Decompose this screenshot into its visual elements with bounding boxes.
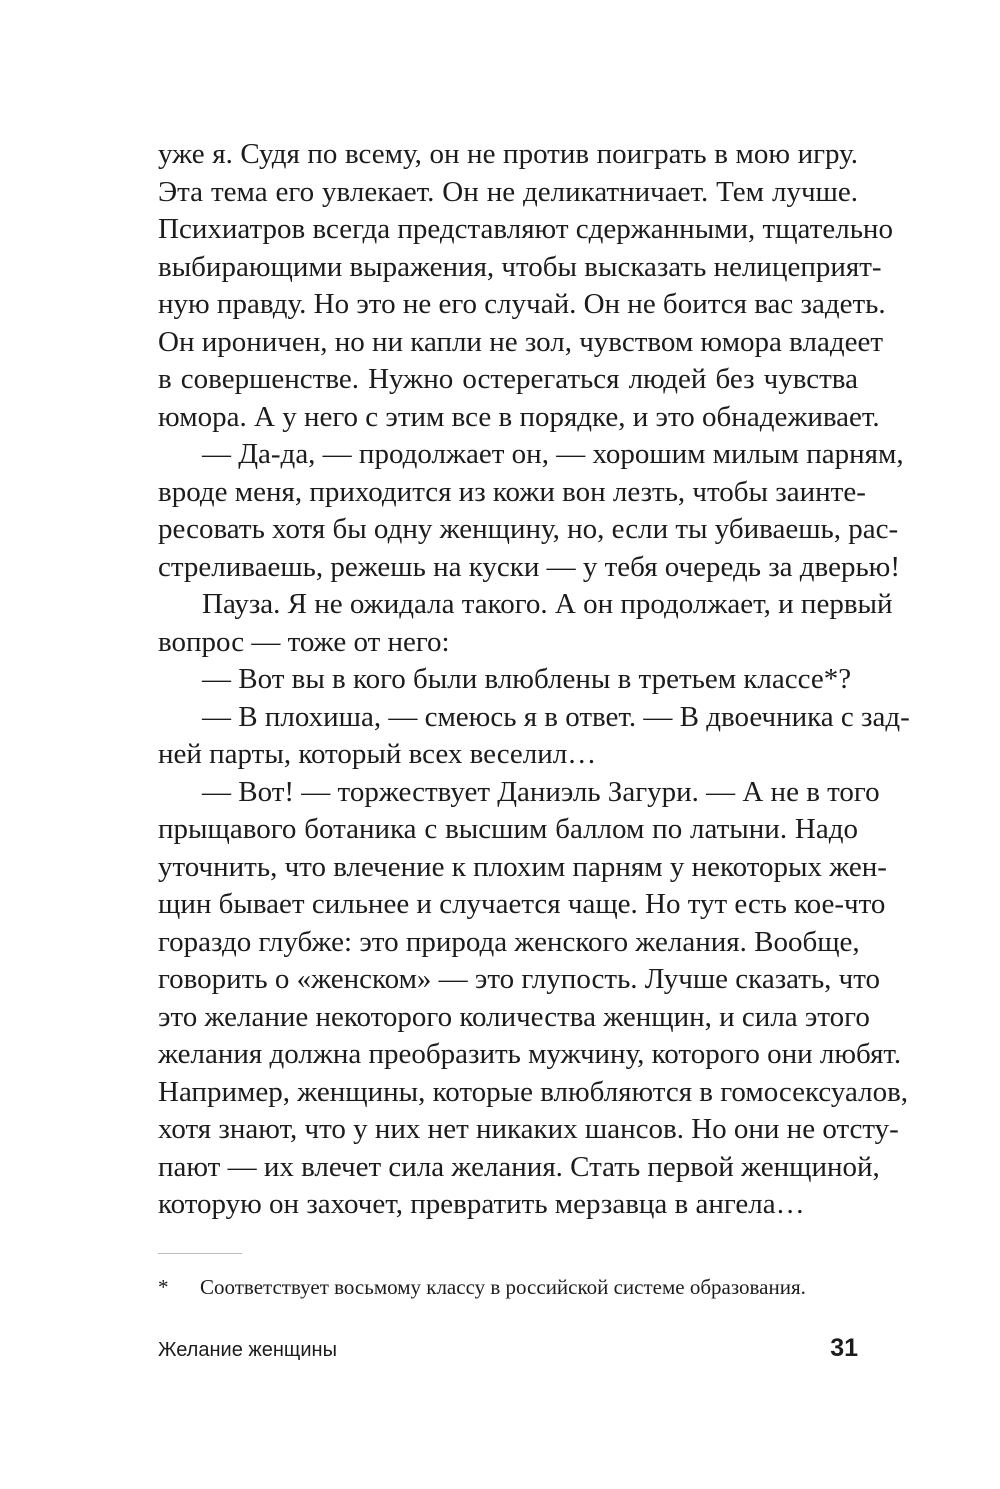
text-line: в совершенстве. Нужно остерегаться людей без чувства xyxy=(158,363,858,395)
text-line-indented: Пауза. Я не ожидала такого. А он продолжает, и первый xyxy=(202,588,893,620)
text-line: уточнить, что влечение к плохим парням у некоторых жен- xyxy=(158,850,887,883)
footnote-text: Соответствует восьмому классу в российской системе образования. xyxy=(200,1275,806,1299)
page-footer xyxy=(158,1332,858,1372)
text-line: вопрос — тоже от него: xyxy=(158,625,450,658)
text-line: Он ироничен, но ни капли не зол, чувством юмора владеет xyxy=(158,325,883,358)
text-line: вроде меня, приходится из кожи вон лезть, чтобы заинте- xyxy=(158,475,866,508)
running-title: Желание женщины xyxy=(158,1339,337,1361)
text-line: желания должна преобразить мужчину, которого они любят. xyxy=(158,1038,902,1070)
text-line: выбирающими выражения, чтобы высказать нелицеприят- xyxy=(158,250,882,283)
text-line: стреливаешь, режешь на куски — у тебя очередь за дверью! xyxy=(158,550,900,583)
footnote-divider xyxy=(158,1253,242,1254)
text-line: пают — их влечет сила желания. Стать первой женщиной, xyxy=(158,1150,880,1183)
text-line: ную правду. Но это не его случай. Он не боится вас задеть. xyxy=(158,288,886,320)
text-line: прыщавого ботаника с высшим баллом по латыни. Надо xyxy=(158,813,858,845)
text-line: Эта тема его увлекает. Он не деликатничает. Тем лучше. xyxy=(158,175,858,208)
text-line: Например, женщины, которые влюбляются в гомосексуалов, xyxy=(158,1075,909,1108)
text-line: это желание некоторого количества женщин, и сила этого xyxy=(158,1000,870,1033)
text-line-indented: — Вот! — торжествует Даниэль Загури. — А не в того xyxy=(202,775,880,808)
footnote-marker: * xyxy=(158,1275,169,1299)
text-line: хотя знают, что у них нет никаких шансов. Но они не отсту- xyxy=(158,1113,899,1145)
text-line: Психиатров всегда представляют сдержанными, тщательно xyxy=(158,213,893,245)
body-text xyxy=(158,136,910,1224)
text-line: юмора. А у него с этим все в порядке, и это обнадеживает. xyxy=(158,400,880,433)
footnote xyxy=(158,1272,858,1302)
text-line: которую он захочет, превратить мерзавца в ангела… xyxy=(158,1188,805,1220)
text-line: гораздо глубже: это природа женского желания. Вообще, xyxy=(158,925,860,958)
text-line: уже я. Судя по всему, он не против поиграть в мою игру. xyxy=(158,138,858,170)
text-line: щин бывает сильнее и случается чаще. Но тут есть кое-что xyxy=(158,888,886,920)
text-line-indented: — Да-да, — продолжает он, — хорошим милым парням, xyxy=(202,438,904,470)
text-line-indented: — В плохиша, — смеюсь я в ответ. — В двоечника с зад- xyxy=(202,700,910,733)
text-line-indented: — Вот вы в кого были влюблены в третьем классе*? xyxy=(202,663,852,695)
text-line: ресовать хотя бы одну женщину, но, если ты убиваешь, рас- xyxy=(158,513,899,545)
page-number: 31 xyxy=(830,1334,858,1362)
text-line: ней парты, который всех веселил… xyxy=(158,738,597,770)
text-line: говорить о «женском» — это глупость. Лучше сказать, что xyxy=(158,963,881,995)
